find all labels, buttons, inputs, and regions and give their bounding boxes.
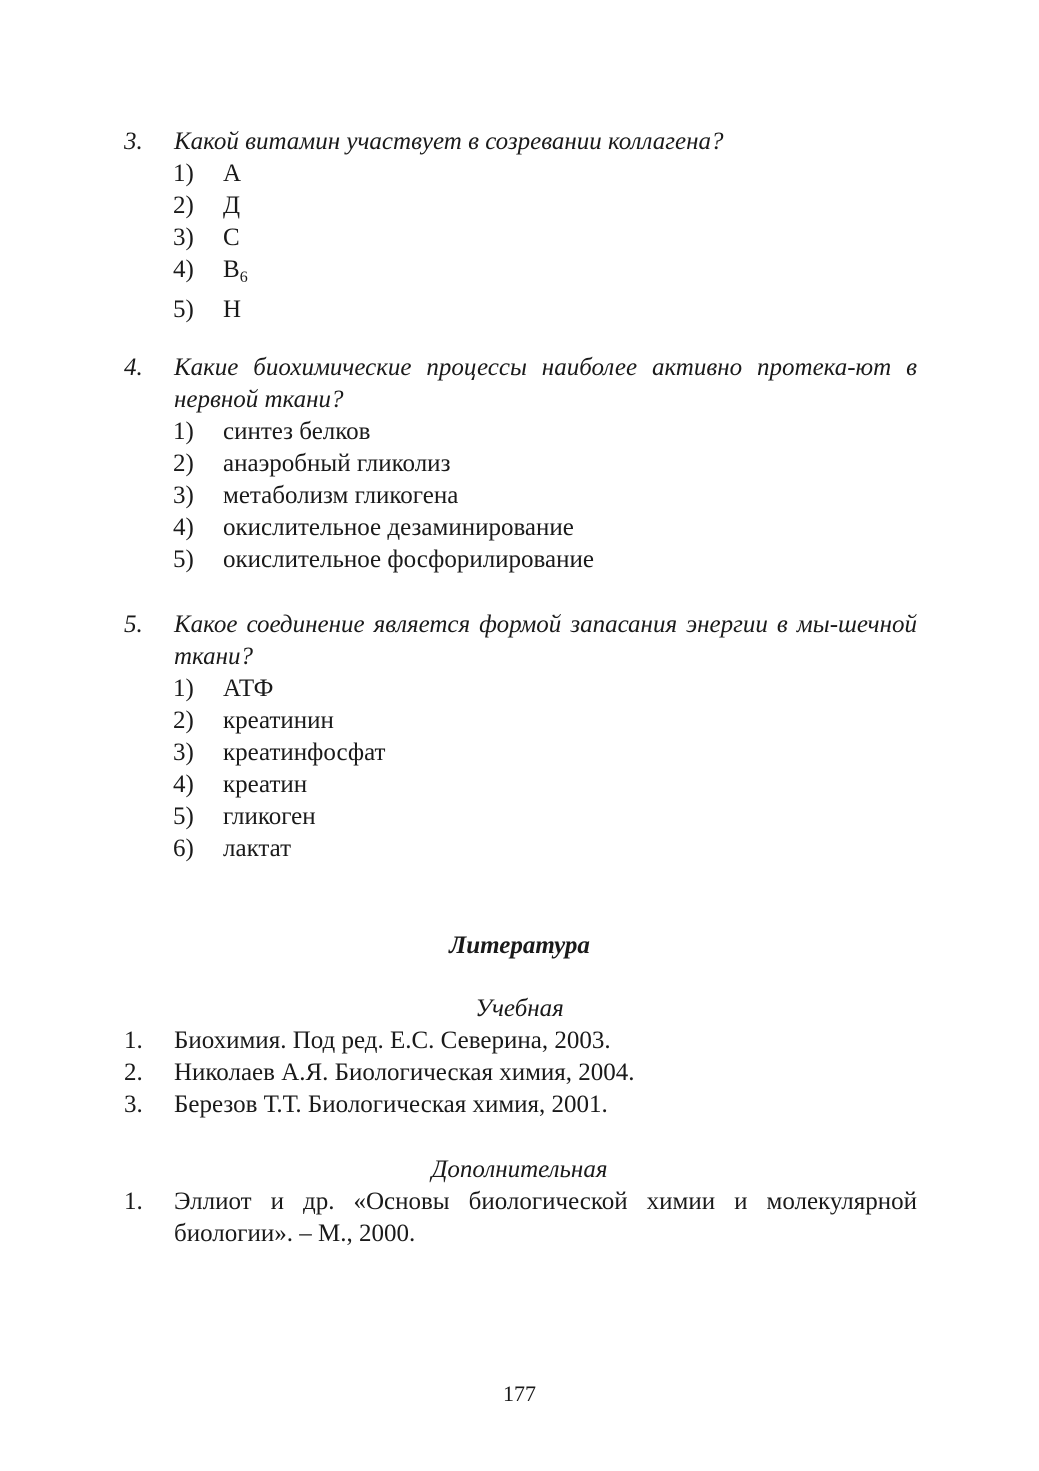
question-5-options	[173, 673, 385, 865]
option-text: АТФ	[223, 675, 274, 702]
option-text: синтез белков	[223, 418, 371, 445]
option-text: А	[223, 160, 242, 187]
option	[173, 769, 385, 801]
option	[173, 294, 248, 326]
option-text: метаболизм гликогена	[223, 482, 459, 509]
option-text: Д	[223, 192, 241, 219]
literature-list-main	[124, 1025, 917, 1121]
option	[173, 544, 594, 576]
option-text-main: В	[223, 256, 240, 283]
option-text: креатин	[223, 771, 308, 798]
reference-item	[124, 1025, 917, 1057]
option-number: 5)	[173, 546, 194, 573]
reference-text: Эллиот и др. «Основы биологической химии и молекулярной биологии». – М., 2000.	[174, 1188, 917, 1247]
option	[173, 705, 385, 737]
option-number: 4)	[173, 514, 194, 541]
option	[173, 801, 385, 833]
option-number: 1)	[173, 675, 194, 702]
reference-item	[124, 1186, 917, 1250]
reference-number: 2.	[124, 1059, 143, 1086]
question-4	[124, 352, 917, 416]
option-text: окислительное фосфорилирование	[223, 546, 594, 573]
option-number: 2)	[173, 192, 194, 219]
option	[173, 512, 594, 544]
option-text: креатинфосфат	[223, 739, 386, 766]
option	[173, 833, 385, 865]
option	[173, 158, 248, 190]
option-number: 5)	[173, 803, 194, 830]
reference-number: 3.	[124, 1091, 143, 1118]
option-number: 2)	[173, 707, 194, 734]
option-subscript: 6	[239, 269, 248, 286]
question-3	[124, 126, 917, 158]
option-number: 3)	[173, 739, 194, 766]
option-number: 3)	[173, 482, 194, 509]
option-text: Н	[223, 296, 242, 323]
question-text: Какое соединение является формой запасания энергии в мы-шечной ткани?	[174, 611, 917, 670]
question-number: 3.	[124, 128, 143, 155]
question-number: 4.	[124, 354, 143, 381]
question-4-options	[173, 416, 594, 576]
option-text: С	[223, 224, 240, 251]
option-number: 5)	[173, 296, 194, 323]
literature-heading: Литература	[449, 932, 590, 959]
option	[173, 222, 248, 254]
literature-section-title: Учебная	[475, 995, 564, 1022]
question-5	[124, 609, 917, 673]
reference-text: Николаев А.Я. Биологическая химия, 2004.	[174, 1059, 635, 1086]
option-text	[223, 254, 248, 294]
option-number: 4)	[173, 771, 194, 798]
option-text: анаэробный гликолиз	[223, 450, 451, 477]
literature-list-additional	[124, 1186, 917, 1250]
option	[173, 448, 594, 480]
reference-number: 1.	[124, 1188, 143, 1215]
reference-item	[124, 1057, 917, 1089]
option	[173, 480, 594, 512]
question-3-options	[173, 158, 248, 326]
option	[173, 673, 385, 705]
option-text: гликоген	[223, 803, 316, 830]
option-number: 1)	[173, 160, 194, 187]
page-number: 177	[503, 1381, 536, 1406]
option	[173, 190, 248, 222]
reference-text: Березов Т.Т. Биологическая химия, 2001.	[174, 1091, 608, 1118]
question-number: 5.	[124, 611, 143, 638]
option	[173, 416, 594, 448]
question-text: Какой витамин участвует в созревании коллагена?	[174, 128, 724, 155]
reference-text: Биохимия. Под ред. Е.С. Северина, 2003.	[174, 1027, 611, 1054]
reference-item	[124, 1089, 917, 1121]
option	[173, 737, 385, 769]
option-number: 1)	[173, 418, 194, 445]
option-text: лактат	[223, 835, 291, 862]
reference-number: 1.	[124, 1027, 143, 1054]
question-text: Какие биохимические процессы наиболее активно протека-ют в нервной ткани?	[174, 354, 917, 413]
option-number: 4)	[173, 256, 194, 283]
literature-section-title: Дополнительная	[431, 1156, 608, 1183]
option	[173, 254, 248, 294]
option-number: 6)	[173, 835, 194, 862]
option-number: 2)	[173, 450, 194, 477]
option-text: креатинин	[223, 707, 334, 734]
option-number: 3)	[173, 224, 194, 251]
option-text: окислительное дезаминирование	[223, 514, 574, 541]
